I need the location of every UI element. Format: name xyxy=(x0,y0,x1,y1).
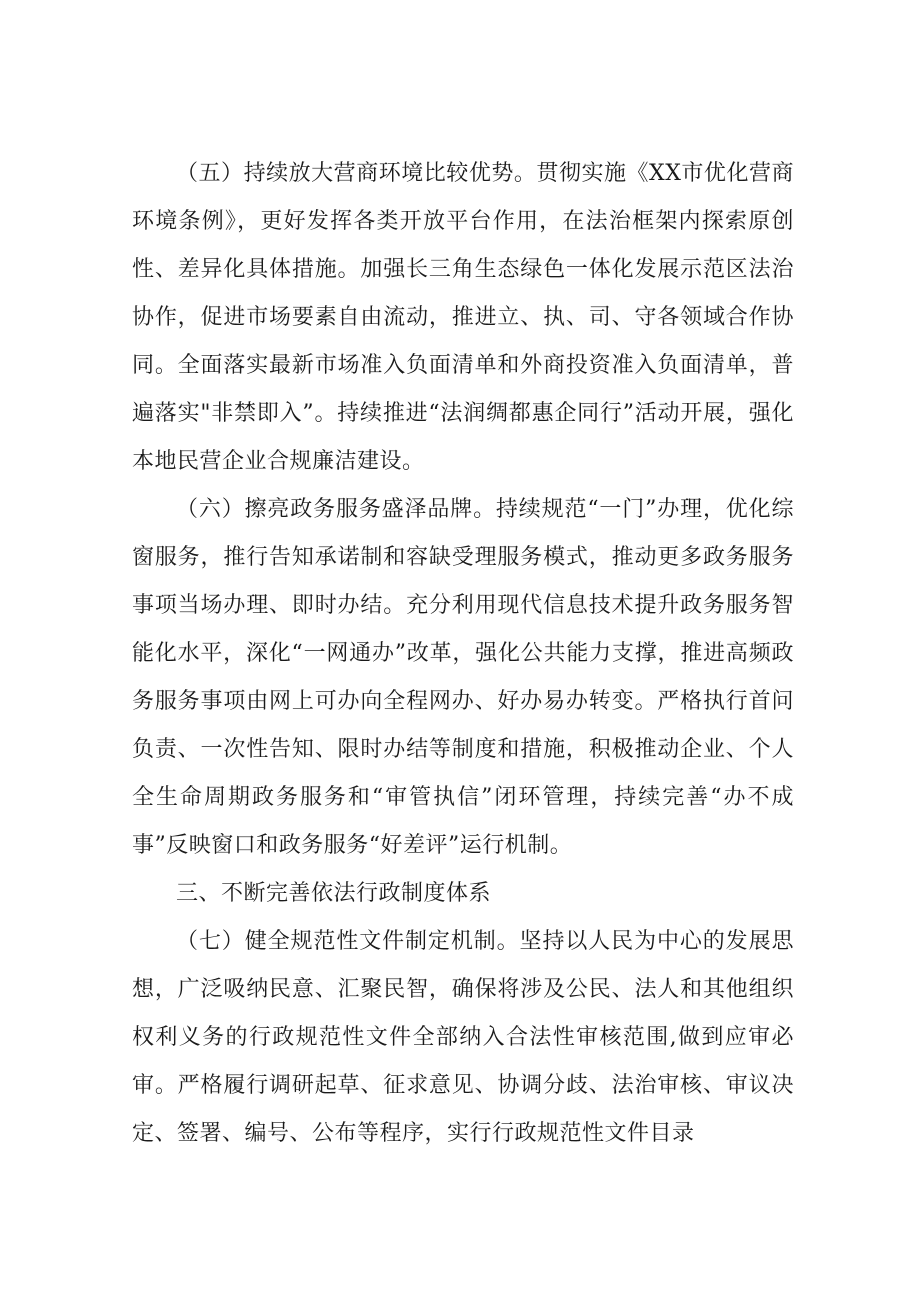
document-body xyxy=(132,150,794,1158)
paragraph-5: （五）持续放大营商环境比较优势。贯彻实施《XX市优化营商环境条例》，更好发挥各类开放平台作用，在法治框架内探索原创性、差异化具体措施。加强长三角生态绿色一体化发展示范区法治协作，促进市场要素自由流动，推进立、执、司、守各领域合作协同。全面落实最新市场准入负面清单和外商投资准入负面清单，普遍落实"非禁即入”。持续推进“法润绸都惠企同行”活动开展，强化本地民营企业合规廉洁建设。 xyxy=(132,161,794,474)
paragraph-6: （六）擦亮政务服务盛泽品牌。持续规范“一门”办理，优化综窗服务，推行告知承诺制和容缺受理服务模式，推动更多政务服务事项当场办理、即时办结。充分利用现代信息技术提升政务服务智能化水平，深化“一网通办”改革，强化公共能力支撑，推进高频政务服务事项由网上可办向全程网办、好办易办转变。严格执行首问负责、一次性告知、限时办结等制度和措施，积极推动企业、个人全生命周期政务服务和“审管执信”闭环管理，持续完善“办不成事”反映窗口和政务服务“好差评”运行机制。 xyxy=(132,497,794,858)
section-heading: 三、不断完善依法行政制度体系 xyxy=(176,881,492,906)
paragraph-7: （七）健全规范性文件制定机制。坚持以人民为中心的发展思想，广泛吸纳民意、汇聚民智，确保将涉及公民、法人和其他组织权利义务的行政规范性文件全部纳入合法性审核范围,做到应审必审。严格履行调研起草、征求意见、协调分歧、法治审核、审议决定、签署、编号、公布等程序，实行行政规范性文件目录 xyxy=(132,929,794,1146)
